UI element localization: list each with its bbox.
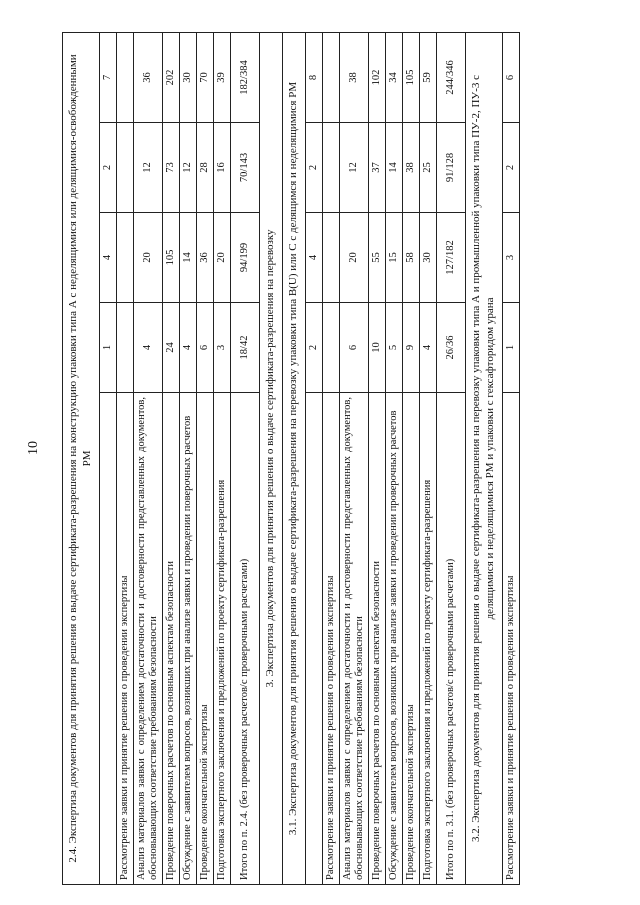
header-label-cell xyxy=(99,393,116,885)
value-cell: 26/36 xyxy=(437,303,466,393)
row-name: Проведение поверочных расчетов по основным аспектам безопасности xyxy=(368,393,385,885)
total-row xyxy=(437,32,466,884)
value-cell: 38 xyxy=(339,32,368,122)
value-cell: 58 xyxy=(402,213,419,303)
value-cell: 37 xyxy=(368,123,385,213)
value-cell xyxy=(116,303,133,393)
section-title: 3.2. Экспертиза документов для принятия решения о выдаче сертификата-разрешения на перевозку упаковки типа А и промышленной упаковки типа ПУ-2, ПУ-3 с делящимися и неделящимися РМ и упаковки с гексафторидом урана xyxy=(466,32,503,884)
value-cell: 34 xyxy=(385,32,402,122)
value-cell: 70/143 xyxy=(231,123,260,213)
header-cell: 1 xyxy=(99,303,116,393)
value-cell xyxy=(322,32,339,122)
table-row xyxy=(162,32,179,884)
section-title-row xyxy=(466,32,503,884)
value-cell: 73 xyxy=(162,123,179,213)
value-cell: 70 xyxy=(196,32,213,122)
value-cell: 28 xyxy=(196,123,213,213)
total-row xyxy=(231,32,260,884)
value-cell: 18/42 xyxy=(231,303,260,393)
chapter-title-row xyxy=(260,32,283,884)
row-name: Рассмотрение заявки и принятие решения о проведении экспертизы xyxy=(116,393,133,885)
header-row xyxy=(305,32,322,884)
row-name: Итого по п. 3.1. (без проверочных расчетов/с проверочными расчетами) xyxy=(437,393,466,885)
value-cell: 1 xyxy=(502,303,519,393)
value-cell: 105 xyxy=(402,32,419,122)
row-name: Рассмотрение заявки и принятие решения о проведении экспертизы xyxy=(502,393,519,885)
value-cell: 36 xyxy=(133,32,162,122)
value-cell: 4 xyxy=(419,303,436,393)
section-title: 3.1. Экспертиза документов для принятия решения о выдаче сертификата-разрешения на перевозку упаковки типа B(U) или C с делящимся и неделящимися РМ xyxy=(282,32,305,884)
row-name: Проведение окончательной экспертизы xyxy=(402,393,419,885)
table-row xyxy=(213,32,230,884)
value-cell: 127/182 xyxy=(437,213,466,303)
row-name: Анализ материалов заявки с определением достаточности и достоверности представленных документов, обосновывающих соответствие требованиям безопасности xyxy=(133,393,162,885)
table-row xyxy=(368,32,385,884)
value-cell: 38 xyxy=(402,123,419,213)
table-row xyxy=(116,32,133,884)
table-row xyxy=(339,32,368,884)
value-cell xyxy=(116,32,133,122)
value-cell: 39 xyxy=(213,32,230,122)
row-name: Подготовка экспертного заключения и предложений по проекту сертификата-разрешения xyxy=(419,393,436,885)
value-cell: 12 xyxy=(179,123,196,213)
header-cell: 8 xyxy=(305,32,322,122)
row-name: Подготовка экспертного заключения и предложений по проекту сертификата-разрешения xyxy=(213,393,230,885)
value-cell: 5 xyxy=(385,303,402,393)
value-cell: 14 xyxy=(179,213,196,303)
row-name: Рассмотрение заявки и принятие решения о проведении экспертизы xyxy=(322,393,339,885)
rotated-document xyxy=(62,35,607,885)
value-cell: 202 xyxy=(162,32,179,122)
row-name: Обсуждение с заявителем вопросов, возникших при анализе заявки и проведении поверочных расчетов xyxy=(179,393,196,885)
value-cell xyxy=(116,213,133,303)
row-name: Анализ материалов заявки с определением достаточности и достоверности представленных документов, обосновывающих соответствие требованиям безопасности xyxy=(339,393,368,885)
row-name: Проведение поверочных расчетов по основным аспектам безопасности xyxy=(162,393,179,885)
table-row xyxy=(385,32,402,884)
section-title-row xyxy=(63,32,100,884)
value-cell: 25 xyxy=(419,123,436,213)
value-cell: 182/384 xyxy=(231,32,260,122)
page-number: 10 xyxy=(26,441,41,455)
value-cell: 94/199 xyxy=(231,213,260,303)
value-cell: 12 xyxy=(339,123,368,213)
value-cell xyxy=(116,123,133,213)
value-cell: 102 xyxy=(368,32,385,122)
value-cell: 3 xyxy=(502,213,519,303)
value-cell: 20 xyxy=(213,213,230,303)
value-cell: 10 xyxy=(368,303,385,393)
header-cell: 4 xyxy=(99,213,116,303)
value-cell: 6 xyxy=(502,32,519,122)
table-row xyxy=(502,32,519,884)
header-cell: 4 xyxy=(305,213,322,303)
header-cell: 2 xyxy=(305,123,322,213)
value-cell xyxy=(322,123,339,213)
header-cell: 2 xyxy=(305,303,322,393)
value-cell: 91/128 xyxy=(437,123,466,213)
value-cell xyxy=(322,303,339,393)
value-cell: 15 xyxy=(385,213,402,303)
value-cell: 20 xyxy=(133,213,162,303)
value-cell: 2 xyxy=(502,123,519,213)
value-cell: 3 xyxy=(213,303,230,393)
row-name: Обсуждение с заявителем вопросов, возникших при анализе заявки и проведении проверочных расчетов xyxy=(385,393,402,885)
value-cell: 4 xyxy=(179,303,196,393)
value-cell: 30 xyxy=(419,213,436,303)
table-row xyxy=(133,32,162,884)
value-cell: 12 xyxy=(133,123,162,213)
row-name: Итого по п. 2.4. (без проверочных расчетов/с проверочными расчетами) xyxy=(231,393,260,885)
value-cell: 9 xyxy=(402,303,419,393)
section-title-row xyxy=(282,32,305,884)
value-cell: 6 xyxy=(339,303,368,393)
header-cell: 2 xyxy=(99,123,116,213)
table-row xyxy=(179,32,196,884)
value-cell: 24 xyxy=(162,303,179,393)
header-row xyxy=(99,32,116,884)
value-cell: 55 xyxy=(368,213,385,303)
value-cell: 105 xyxy=(162,213,179,303)
table-row xyxy=(402,32,419,884)
table-row xyxy=(196,32,213,884)
value-cell xyxy=(322,213,339,303)
value-cell: 16 xyxy=(213,123,230,213)
table-row xyxy=(322,32,339,884)
value-cell: 36 xyxy=(196,213,213,303)
value-cell: 30 xyxy=(179,32,196,122)
value-cell: 20 xyxy=(339,213,368,303)
section-title: 2.4. Экспертиза документов для принятия решения о выдаче сертификата-разрешения на конструкцию упаковки типа А с неделящимися или делящимися-освобожденными РМ xyxy=(63,32,100,884)
value-cell: 244/346 xyxy=(437,32,466,122)
chapter-title: 3. Экспертиза документов для принятия решения о выдаче сертификата-разрешения на перевозку xyxy=(260,32,283,884)
row-name: Проведение окончательной экспертизы xyxy=(196,393,213,885)
value-cell: 59 xyxy=(419,32,436,122)
header-label-cell xyxy=(305,393,322,885)
value-cell: 6 xyxy=(196,303,213,393)
value-cell: 14 xyxy=(385,123,402,213)
table-row xyxy=(419,32,436,884)
value-cell: 4 xyxy=(133,303,162,393)
header-cell: 7 xyxy=(99,32,116,122)
expertise-table xyxy=(62,32,520,885)
